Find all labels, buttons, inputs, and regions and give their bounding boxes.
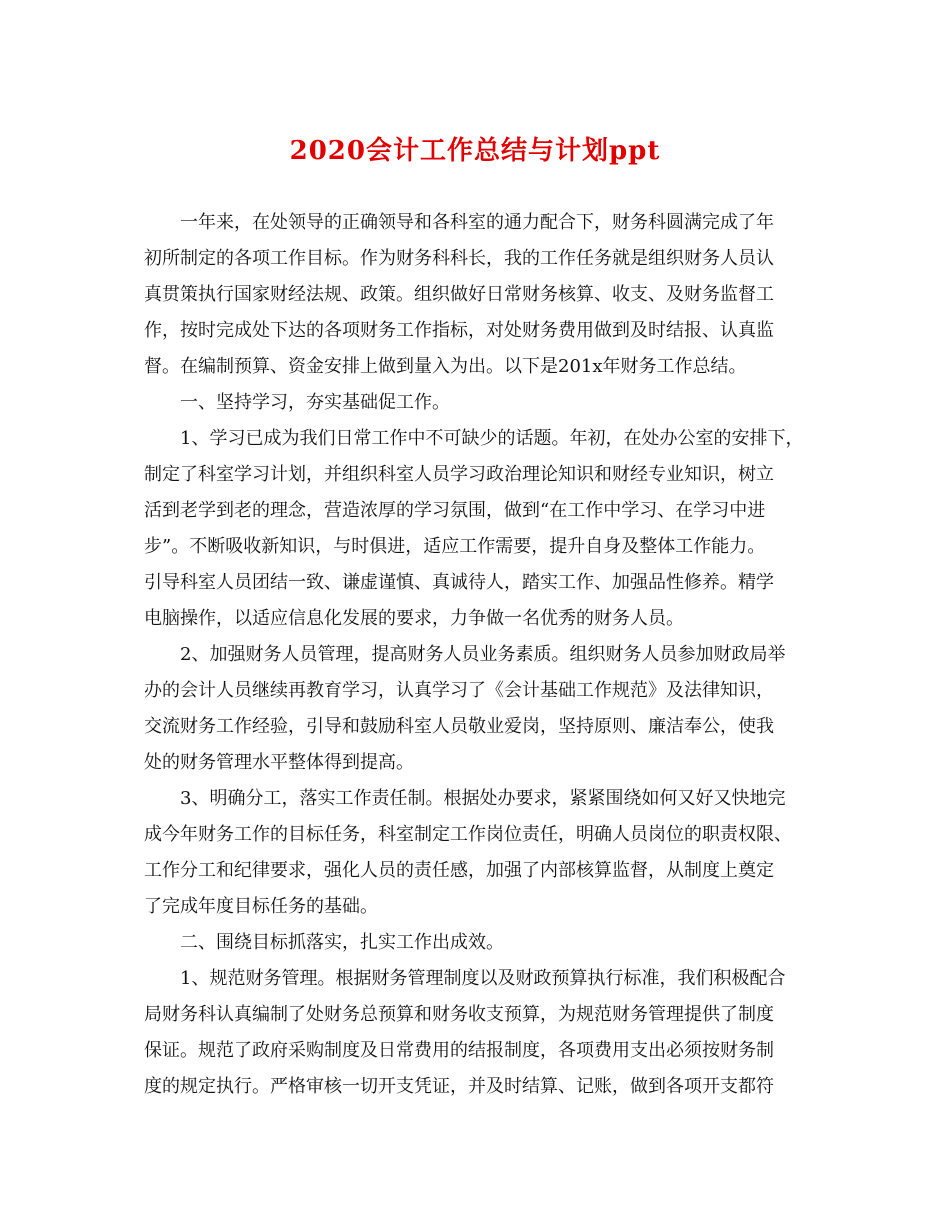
text-line: 2、加强财务人员管理，提高财务人员业务素质。组织财务人员参加财政局举	[180, 644, 786, 665]
text-line: 作，按时完成处下达的各项财务工作指标，对处财务费用做到及时结报、认真监	[144, 320, 774, 341]
text-line: 办的会计人员继续再教育学习，认真学习了《会计基础工作规范》及法律知识，	[144, 680, 774, 701]
text-line: 初所制定的各项工作目标。作为财务科科长，我的工作任务就是组织财务人员认	[144, 248, 774, 269]
text-line: 电脑操作，以适应信息化发展的要求，力争做一名优秀的财务人员。	[144, 608, 684, 629]
text-line: 工作分工和纪律要求，强化人员的责任感，加强了内部核算监督，从制度上奠定	[144, 860, 774, 881]
text-line: 督。在编制预算、资金安排上做到量入为出。以下是201x年财务工作总结。	[144, 356, 747, 377]
document-body	[144, 205, 814, 1105]
text-line: 度的规定执行。严格审核一切开支凭证，并及时结算、记账，做到各项开支都符	[144, 1076, 774, 1097]
text-line: 交流财务工作经验，引导和鼓励科室人员敬业爱岗，坚持原则、廉洁奉公，使我	[144, 716, 774, 737]
text-line: 二、围绕目标抓落实，扎实工作出成效。	[180, 932, 504, 953]
text-line: 局财务科认真编制了处财务总预算和财务收支预算，为规范财务管理提供了制度	[144, 1004, 774, 1025]
document-title: 2020会计工作总结与计划ppt	[289, 136, 661, 166]
text-line: 一、坚持学习，夯实基础促工作。	[180, 392, 450, 413]
text-line: 制定了科室学习计划，并组织科室人员学习政治理论知识和财经专业知识，树立	[144, 464, 774, 485]
text-line: 一年来，在处领导的正确领导和各科室的通力配合下，财务科圆满完成了年	[180, 212, 774, 233]
text-line: 引导科室人员团结一致、谦虚谨慎、真诚待人，踏实工作、加强品性修养。精学	[144, 572, 774, 593]
text-line: 1、规范财务管理。根据财务管理制度以及财政预算执行标准，我们积极配合	[180, 968, 786, 989]
text-line: 活到老学到老的理念，营造浓厚的学习氛围，做到“在工作中学习、在学习中进	[144, 500, 766, 521]
text-line: 真贯策执行国家财经法规、政策。组织做好日常财务核算、收支、及财务监督工	[144, 284, 774, 305]
text-line: 处的财务管理水平整体得到提高。	[144, 752, 414, 773]
text-line: 3、明确分工，落实工作责任制。根据处办要求，紧紧围绕如何又好又快地完	[180, 788, 786, 809]
text-line: 保证。规范了政府采购制度及日常费用的结报制度，各项费用支出必须按财务制	[144, 1040, 774, 1061]
text-line: 了完成年度目标任务的基础。	[144, 896, 378, 917]
text-line: 1、学习已成为我们日常工作中不可缺少的话题。年初，在处办公室的安排下，	[180, 428, 804, 449]
text-line: 成今年财务工作的目标任务，科室制定工作岗位责任，明确人员岗位的职责权限、	[144, 824, 792, 845]
text-line: 步”。不断吸收新知识，与时俱进，适应工作需要，提升自身及整体工作能力。	[144, 536, 766, 557]
